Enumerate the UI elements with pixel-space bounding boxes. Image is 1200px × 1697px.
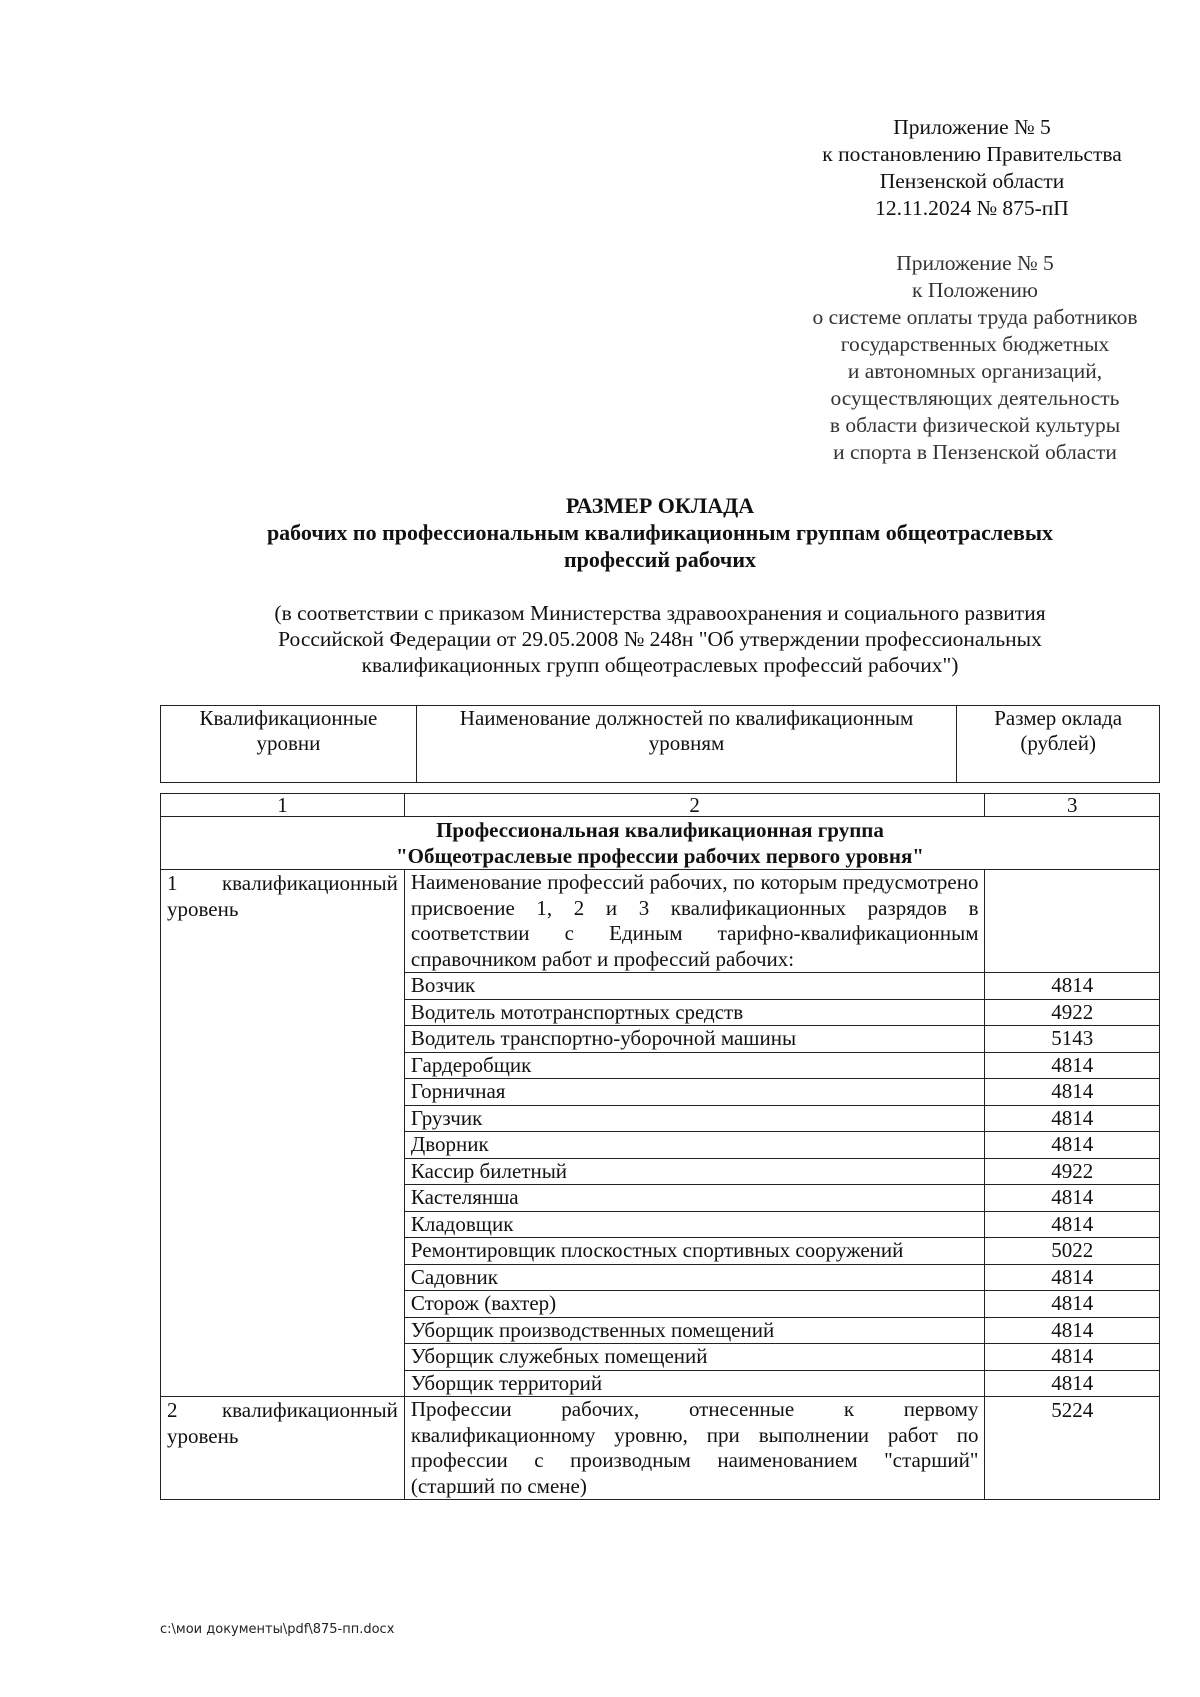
salary-value: 4814 [985,1370,1160,1397]
regulation-appendix-line: государственных бюджетных [840,332,1110,356]
salary-value: 4814 [985,1211,1160,1238]
salary-value: 4922 [985,999,1160,1026]
profession-name: Кастелянша [404,1185,985,1212]
profession-name: Дворник [404,1132,985,1159]
title-main: РАЗМЕР ОКЛАДА [565,493,755,518]
decree-appendix-line: 12.11.2024 № 875-пП [875,196,1069,220]
header-positions: Наименование должностей по квалификационным уровням [416,706,957,783]
document-title [160,492,1160,573]
level1-description: Наименование профессий рабочих, по которым предусмотрено присвоение 1, 2 и 3 квалификационных разрядов в соответствии с Единым тарифно-квалификационным справочником работ и профессий рабочих: [404,870,985,973]
level1-description-salary [985,870,1160,973]
basis-line-2: Российской Федерации от 29.05.2008 № 248н "Об утверждении профессиональных [278,627,1042,651]
basis-line-3: квалификационных групп общеотраслевых профессий рабочих") [361,653,959,677]
salary-value: 4814 [985,973,1160,1000]
header-levels: Квалификационные уровни [161,706,417,783]
regulation-appendix-block [700,250,1200,466]
profession-name: Кассир билетный [404,1158,985,1185]
column-numbers-row [161,794,1160,817]
table-header [160,705,1160,783]
title-sub-line-2: профессий рабочих [563,547,756,572]
salary-value: 4814 [985,1132,1160,1159]
profession-name: Садовник [404,1264,985,1291]
profession-name: Ремонтировщик плоскостных спортивных сооружений [404,1238,985,1265]
regulation-appendix-line: о системе оплаты труда работников [812,305,1138,329]
salary-value: 4814 [985,1291,1160,1318]
profession-name: Возчик [404,973,985,1000]
salary-value: 4922 [985,1158,1160,1185]
profession-name: Уборщик территорий [404,1370,985,1397]
level1-description-row [161,870,1160,973]
decree-appendix-line: к постановлению Правительства [822,142,1122,166]
group-title-row [161,817,1160,870]
profession-name: Уборщик производственных помещений [404,1317,985,1344]
regulation-appendix-line: к Положению [912,278,1038,302]
salary-value: 4814 [985,1105,1160,1132]
profession-name: Водитель мототранспортных средств [404,999,985,1026]
file-path-footer: c:\мои документы\pdf\875-пп.docx [160,1622,395,1637]
salary-value: 4814 [985,1052,1160,1079]
group-title-line-1: Профессиональная квалификационная группа [436,818,884,842]
column-number: 2 [404,794,985,817]
level2-description: Профессии рабочих, отнесенные к первому квалификационному уровню, при выполнении работ по профессии с производным наименованием "старший" (старший по смене) [404,1397,985,1500]
level1-label: 1 квалификационный уровень [161,870,405,1397]
salary-value: 4814 [985,1317,1160,1344]
header-salary: Размер оклада (рублей) [957,706,1160,783]
salary-value: 4814 [985,1185,1160,1212]
profession-name: Кладовщик [404,1211,985,1238]
profession-name: Уборщик служебных помещений [404,1344,985,1371]
column-number: 3 [985,794,1160,817]
group-title [161,817,1160,870]
decree-appendix-line: Пензенской области [879,169,1065,193]
regulation-appendix-line: осуществляющих деятельность [830,386,1120,410]
column-number: 1 [161,794,405,817]
profession-name: Водитель транспортно-уборочной машины [404,1026,985,1053]
profession-name: Горничная [404,1079,985,1106]
regulation-appendix-line: и автономных организаций, [847,359,1103,383]
regulation-appendix-line: Приложение № 5 [896,251,1054,275]
salary-value: 4814 [985,1344,1160,1371]
salary-value: 5143 [985,1026,1160,1053]
level2-row [161,1397,1160,1500]
level2-salary: 5224 [985,1397,1160,1500]
salary-value: 4814 [985,1079,1160,1106]
decree-appendix-line: Приложение № 5 [893,115,1051,139]
title-sub-line-1: рабочих по профессиональным квалификационным группам общеотраслевых [266,520,1054,545]
group-title-line-2: "Общеотраслевые профессии рабочих первого уровня" [396,844,924,868]
decree-appendix-block [712,114,1200,222]
legal-basis [160,600,1160,678]
profession-name: Грузчик [404,1105,985,1132]
profession-name: Гардеробщик [404,1052,985,1079]
salary-value: 4814 [985,1264,1160,1291]
salary-table [160,793,1160,1500]
regulation-appendix-line: и спорта в Пензенской области [833,440,1117,464]
salary-value: 5022 [985,1238,1160,1265]
regulation-appendix-line: в области физической культуры [829,413,1121,437]
basis-line-1: (в соответствии с приказом Министерства здравоохранения и социального развития [274,601,1046,625]
level2-label: 2 квалификационный уровень [161,1397,405,1500]
profession-name: Сторож (вахтер) [404,1291,985,1318]
